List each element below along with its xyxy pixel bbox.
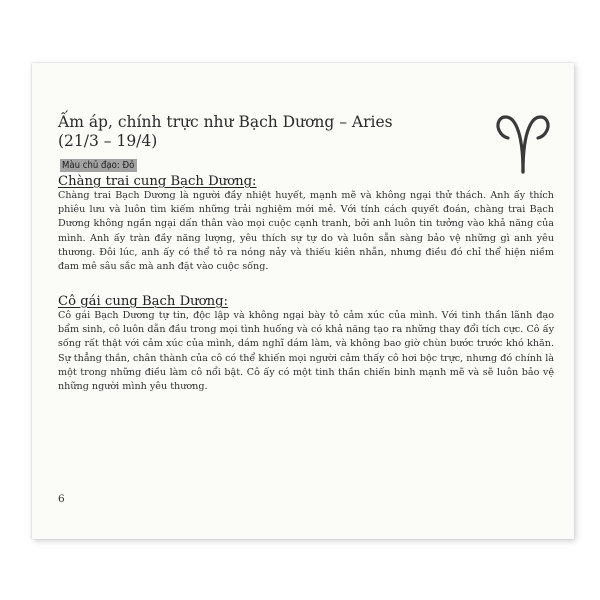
book-page	[32, 63, 574, 539]
section-heading: Cô gái cung Bạch Dương:	[58, 294, 228, 309]
section-heading: Chàng trai cung Bạch Dương:	[58, 174, 257, 189]
section-body: Cô gái Bạch Dương tự tin, độc lập và không ngại bày tỏ cảm xúc của mình. Với tinh thần lãnh đạo bẩm sinh, cô luôn dẫn đầu trong mọi tình huống và có khả năng tạo ra những thay đổi tích cực. Cô ấy sống rất thật với cảm xúc của mình, dám nghĩ dám làm, và không bao giờ chùn bước trước khó khăn. Sự thẳng thắn, chân thành của cô có thể khiến mọi người cảm thấy cô hơi bộc trực, nhưng đó chính là một trong những điều làm cô nổi bật. Cô ấy có một tinh thần chiến binh mạnh mẽ và sẽ luôn bảo vệ những người mình yêu thương.	[58, 310, 554, 393]
page-number: 6	[58, 493, 65, 505]
aries-symbol-icon	[494, 110, 552, 174]
date-range: (21/3 – 19/4)	[58, 132, 158, 150]
men-section	[58, 174, 554, 274]
page-title	[58, 113, 478, 151]
main-color-tag: Màu chủ đạo: Đỏ	[60, 159, 137, 172]
section-body: Chàng trai Bạch Dương là người đầy nhiệt huyết, mạnh mẽ và không ngại thử thách. Anh ấy thích phiêu lưu và luôn tìm kiếm những trải nghiệm mới mẻ. Với tính cách quyết đoán, chàng trai Bạch Dương không ngần ngại dấn thân vào mọi cuộc cạnh tranh, bởi anh luôn tin tưởng vào khả năng của mình. Anh ấy tràn đầy năng lượng, yêu thích sự tự do và luôn sẵn sàng bảo vệ những gì anh yêu thương. Đôi lúc, anh ấy có thể tỏ ra nóng nảy và thiếu kiên nhẫn, nhưng điều đó chỉ thể hiện niềm đam mê sâu sắc mà anh đặt vào cuộc sống.	[58, 190, 554, 273]
women-section	[58, 294, 554, 394]
title-text: Ấm áp, chính trực như Bạch Dương – Aries	[58, 113, 393, 131]
